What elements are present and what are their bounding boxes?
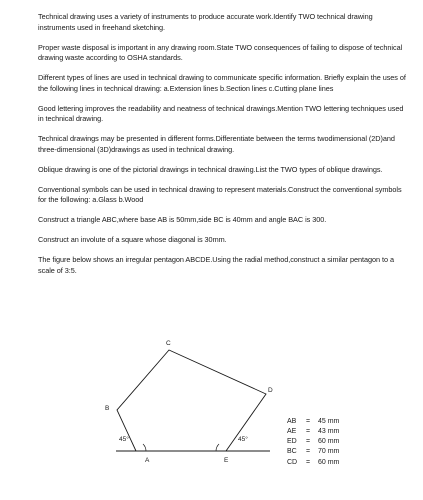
measurement-equals: = [306, 428, 311, 435]
measurement-name: BC [287, 448, 297, 455]
measurement-name: AB [287, 418, 297, 425]
measurement-value: 70 mm [318, 448, 340, 455]
measurement-value: 60 mm [318, 438, 340, 445]
vertex-label-c: C [166, 340, 171, 347]
question-2: Proper waste disposal is important in any drawing room.State TWO consequences of failing to dispose of technical drawing waste according to OSHA standards. [38, 42, 403, 63]
question-7: Conventional symbols can be used in technical drawing to represent materials.Construct the conventional symbols for the following: a.Glass b.Wood [38, 184, 402, 205]
measurement-value: 43 mm [318, 428, 340, 435]
question-5: Technical drawings may be presented in different forms.Differentiate between the terms twodimensional (2D)and three-dimensional (3D)drawings as used in technical drawing. [38, 134, 395, 154]
vertex-label-a: A [145, 457, 150, 464]
measurement-equals: = [306, 438, 311, 445]
measurement-value: 45 mm [318, 418, 340, 425]
vertex-label-d: D [268, 387, 273, 394]
measurement-name: ED [287, 438, 297, 445]
vertex-label-e: E [224, 457, 229, 464]
measurement-name: AE [287, 428, 297, 435]
measurement-equals: = [306, 418, 311, 425]
angle-arc-a [143, 444, 146, 451]
angle-label-e: 45° [238, 436, 248, 443]
measurement-value: 60 mm [318, 459, 340, 466]
angle-label-a: 45° [119, 436, 129, 443]
question-8: Construct a triangle ABC,where base AB is 50mm,side BC is 40mm and angle BAC is 300. [38, 215, 327, 225]
question-9: Construct an involute of a square whose diagonal is 30mm. [38, 235, 227, 245]
question-3: Different types of lines are used in technical drawing to communicate specific information. Briefly explain the uses of the following lines in technical drawing: a.Extension lines b.Section lines c.Cutting plane lines [38, 73, 406, 93]
measurement-equals: = [306, 459, 311, 466]
question-6: Oblique drawing is one of the pictorial drawings in technical drawing.List the TWO types of oblique drawings. [38, 164, 383, 174]
angle-arc-e [216, 444, 219, 451]
measurement-table [287, 418, 340, 466]
question-4: Good lettering improves the readability and neatness of technical drawings.Mention TWO lettering techniques used in technical drawing. [38, 103, 404, 124]
measurement-equals: = [306, 448, 311, 455]
vertex-label-b: B [105, 405, 110, 412]
question-1: Technical drawing uses a variety of instruments to produce accurate work.Identify TWO technical drawing instruments used in freehand sketching. [38, 12, 373, 32]
question-10: The figure below shows an irregular pentagon ABCDE.Using the radial method,construct a similar pentagon to a scale of 3:5. [38, 255, 394, 276]
measurement-name: CD [287, 459, 298, 466]
